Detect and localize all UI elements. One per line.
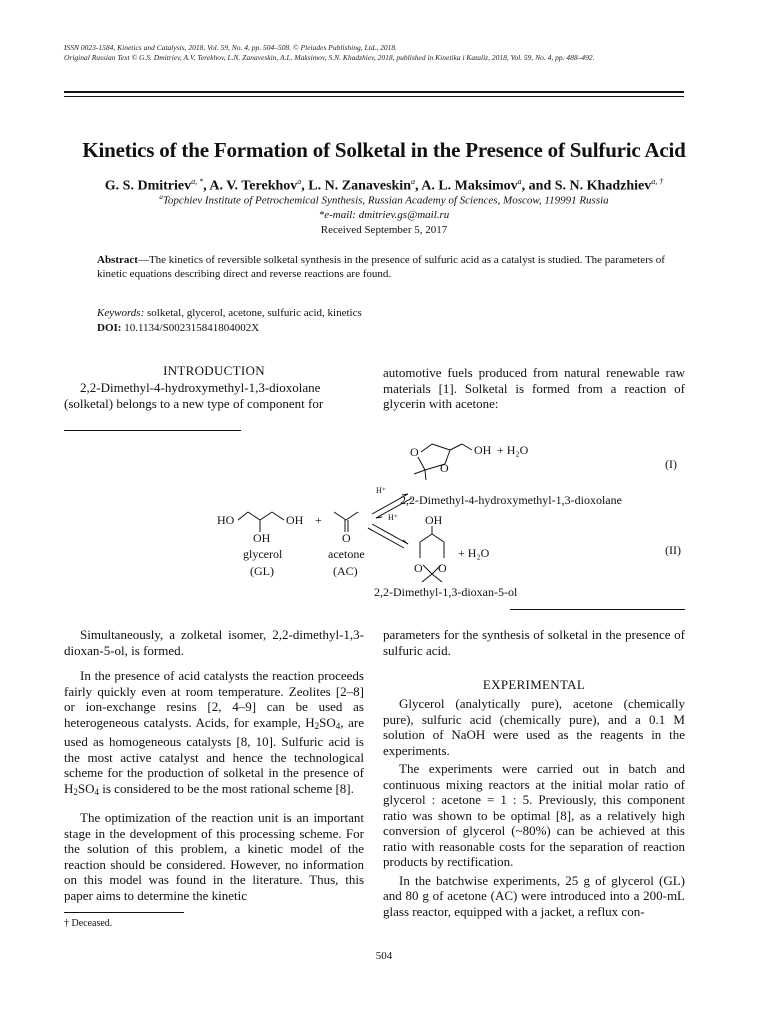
author-name: G. S. Dmitriev — [104, 178, 192, 194]
glycerol-ho: HO — [217, 513, 235, 527]
doi-label: DOI: — [97, 322, 122, 334]
abstract-label: Abstract — [97, 254, 138, 266]
ring1-o-right: O — [440, 461, 449, 475]
text-run: SO — [77, 780, 95, 796]
paragraph: 2,2-Dimethyl-4-hydroxymethyl-1,3-dioxolane (solketal) belongs to a new type of component for — [64, 380, 324, 411]
author-sep: , — [301, 178, 309, 194]
section-heading-introduction: INTRODUCTION — [163, 363, 265, 378]
ring2-o-left: O — [414, 561, 423, 575]
author-name: S. N. Khadzhiev — [554, 178, 652, 194]
subscript: 2 — [73, 786, 78, 797]
keywords-block — [97, 306, 677, 336]
product2-oh: OH — [425, 513, 443, 527]
author-sup: a — [297, 177, 302, 186]
affiliation-sup: a — [159, 193, 163, 201]
text-run: In the presence of acid catalysts the reaction proceeds fairly quickly even at room temperature. Zeolites [2–8] or ion-exchange resins [2, 4–9] can be used as heterogeneous catalysts. Acids, for example, H — [64, 668, 364, 730]
author-sup: a, * — [191, 177, 204, 186]
product1-oh: OH — [474, 443, 492, 457]
subscript: 4 — [94, 786, 100, 797]
acetone-label: acetone — [328, 547, 365, 561]
author-name: L. N. Zanaveskin — [308, 178, 411, 194]
catalyst-label-bottom: H⁺ — [388, 513, 398, 522]
column-separator-right — [510, 609, 685, 610]
author-sup: a, † — [651, 177, 664, 186]
product2-name: 2,2-Dimethyl-1,3-dioxan-5-ol — [374, 585, 518, 599]
text-run: SO — [319, 714, 336, 730]
journal-header-line-2: Original Russian Text © G.S. Dmitriev, A.V. Terekhov, L.N. Zanaveskin, A.L. Maksimov, S.N. Khadzhiev, 2018, published in Kinetika i Kataliz, 2018, Vol. 59, No. 4, pp. 488–492. — [64, 53, 595, 62]
intro-paragraph-1 — [64, 380, 364, 421]
reaction-label-1: (I) — [665, 457, 677, 471]
page-number: 504 — [375, 950, 393, 962]
reaction-scheme — [200, 432, 690, 607]
affiliation-text: Topchiev Institute of Petrochemical Synthesis, Russian Academy of Sciences, Moscow, 119991 Russia — [162, 194, 609, 207]
reaction-label-2: (II) — [665, 543, 681, 557]
ring2-o-right: O — [438, 561, 447, 575]
header-rule — [64, 91, 684, 93]
paragraph: Simultaneously, a zolketal isomer, 2,2-dimethyl-1,3-dioxan-5-ol, is formed. — [64, 627, 364, 658]
paragraph: The optimization of the reaction unit is an important stage in the development of this processing scheme. For the solution of this problem, a kinetic model of the reaction should be considered. However, no information on this model was found in the literature. Thus, this paper aims to determine the kinetic — [64, 810, 364, 903]
column-separator-left — [64, 430, 241, 431]
author-sup: a — [410, 177, 415, 186]
gl-label: (GL) — [250, 564, 274, 578]
footnote-rule — [64, 912, 184, 913]
journal-header-line-1: ISSN 0023-1584, Kinetics and Catalysis, 2018, Vol. 59, No. 4, pp. 504–508. © Pleiades Publishing, Ltd., 2018. — [64, 43, 397, 52]
subscript: 2 — [314, 720, 320, 731]
paragraph — [64, 668, 364, 800]
keywords-text: solketal, glycerol, acetone, sulfuric acid, kinetics — [144, 307, 362, 319]
paragraph: The experiments were carried out in batch and continuous mixing reactors at the initial molar ratio of glycerol : acetone = 1 : 5. Previously, this component ratio was shown to be optimal [8], as a relatively high conversion of glycerol (~80%) can be achieved at this ratio with reasonable costs for the separation of reaction products by rectification. — [383, 761, 685, 869]
author-sup: a — [517, 177, 522, 186]
keywords-line — [97, 306, 677, 321]
paragraph: In the batchwise experiments, 25 g of glycerol (GL) and 80 g of acetone (AC) were introduced into a 200-mL glass reactor, equipped with a jacket, a reflux con- — [383, 872, 685, 919]
right-column-top — [383, 365, 685, 422]
text-run: is considered to be the most rational scheme [8]. — [99, 780, 354, 796]
product2-water: + H₂O — [458, 546, 490, 560]
doi-link[interactable]: 10.1134/S002315841804002X — [121, 322, 260, 334]
acetone-o: O — [342, 531, 351, 545]
glycerol-oh-right: OH — [286, 513, 304, 527]
right-column-experimental — [383, 696, 685, 929]
subscript: 4 — [335, 720, 341, 731]
plus-sign: + — [315, 513, 322, 527]
ac-label: (AC) — [333, 564, 358, 578]
abstract-text: —The kinetics of reversible solketal synthesis in the presence of sulfuric acid as a catalyst is studied. The parameters of kinetic equations describing direct and reverse reactions are found. — [97, 254, 665, 280]
glycerol-oh-bottom: OH — [253, 531, 271, 545]
author-list — [0, 177, 768, 195]
right-column-body — [383, 627, 685, 668]
catalyst-label-top: H⁺ — [376, 486, 386, 495]
article-title: Kinetics of the Formation of Solketal in the Presence of Sulfuric Acid — [82, 138, 686, 162]
author-sep: , and — [521, 178, 555, 194]
author-sep: , — [203, 178, 210, 194]
paragraph: Glycerol (analytically pure), acetone (chemically pure), sulfuric acid (chemically pure), and a 0.1 M solution of NaOH were used as the reagents in the experiments. — [383, 696, 685, 758]
glycerol-label: glycerol — [243, 547, 283, 561]
abstract — [97, 253, 677, 281]
author-sep: , — [414, 178, 422, 194]
product1-name: 2,2-Dimethyl-4-hydroxymethyl-1,3-dioxolane — [400, 493, 622, 507]
paragraph: automotive fuels produced from natural renewable raw materials [1]. Solketal is formed from a reaction of glycerin with acetone: — [383, 365, 685, 411]
keywords-label: Keywords: — [97, 307, 145, 319]
section-heading-experimental: EXPERIMENTAL — [482, 677, 586, 692]
email-link[interactable]: *e-mail: dmitriev.gs@mail.ru — [318, 209, 450, 221]
affiliation — [0, 193, 768, 207]
header-rule-thin — [64, 96, 684, 97]
paragraph: parameters for the synthesis of solketal in the presence of sulfuric acid. — [383, 627, 685, 658]
left-column-body — [64, 627, 364, 913]
text-run: , are used as homogeneous catalysts [8, 10]. Sulfuric acid is the most active catalyst and hence the technological scheme for the production of solketal in the presence of H — [64, 714, 364, 796]
received-date: Received September 5, 2017 — [320, 224, 448, 236]
author-name: A. V. Terekhov — [209, 178, 298, 194]
author-name: A. L. Maksimov — [421, 178, 518, 194]
ring1-o-left: O — [410, 445, 419, 459]
product1-water: + H₂O — [497, 443, 529, 457]
footnote: † Deceased. — [64, 918, 113, 929]
doi-line — [97, 321, 677, 336]
